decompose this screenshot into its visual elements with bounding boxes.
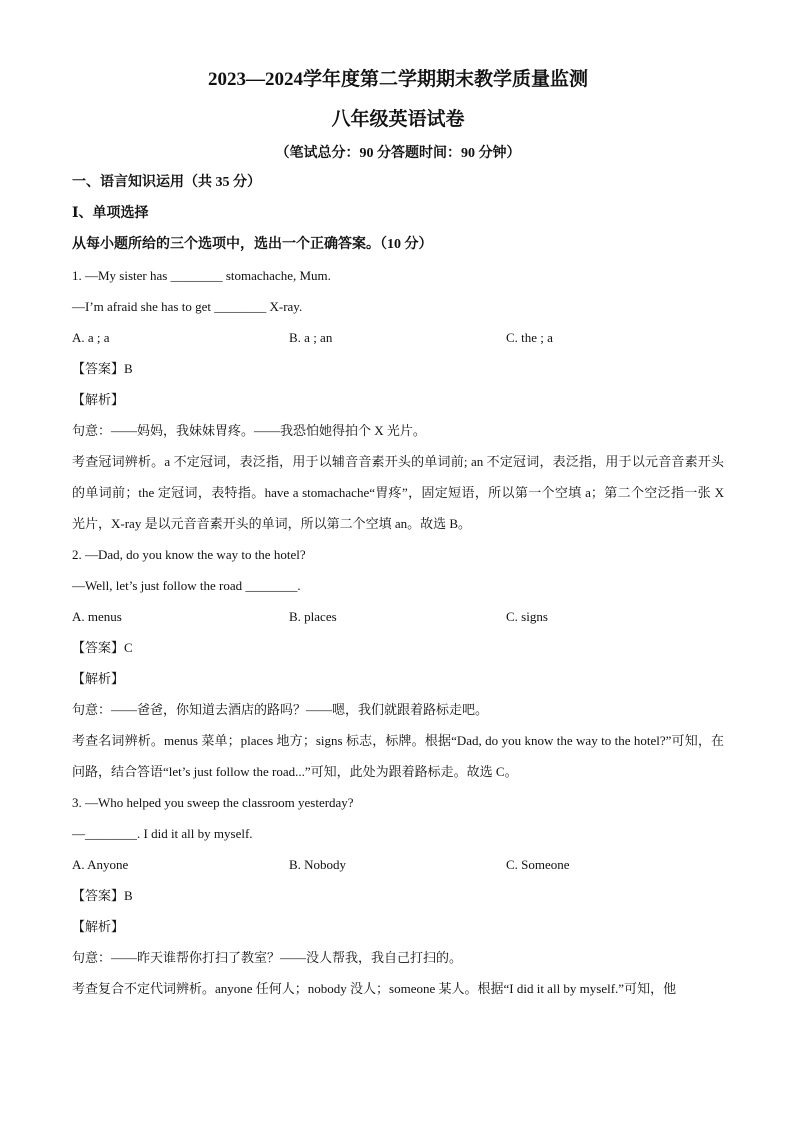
option-b: B. Nobody <box>289 857 347 872</box>
options-row <box>72 849 724 880</box>
question-line: 1. —My sister has ________ stomachache, Mum. <box>72 268 331 283</box>
exam-subtitle: 八年级英语试卷 <box>331 109 465 130</box>
question-3 <box>72 787 724 1004</box>
analysis-label: 【解析】 <box>72 392 125 407</box>
option-b: B. places <box>289 609 337 624</box>
question-2 <box>72 539 724 787</box>
option-a: A. a ; a <box>72 330 110 345</box>
question-line: —I’m afraid she has to get ________ X-ray. <box>72 299 303 314</box>
question-1 <box>72 260 724 539</box>
option-a: A. menus <box>72 609 122 624</box>
option-a: A. Anyone <box>72 857 129 872</box>
exam-note: （笔试总分：90 分答题时间：90 分钟） <box>275 146 521 161</box>
question-line: 2. —Dad, do you know the way to the hotel? <box>72 547 306 562</box>
sentence-meaning: 句意：——爸爸，你知道去酒店的路吗？——嗯，我们就跟着路标走吧。 <box>72 702 489 717</box>
options-row <box>72 601 724 632</box>
answer: 【答案】C <box>72 640 133 655</box>
explanation: 考查名词辨析。menus 菜单；places 地方；signs 标志，标牌。根据“Dad, do you know the way to the hotel?”可知，在问路，结合答语“let’s just follow the road...”可知，此处为跟着路标走。故选 C。 <box>72 733 724 779</box>
question-line: 3. —Who helped you sweep the classroom yesterday? <box>72 795 354 810</box>
options-row <box>72 322 724 353</box>
explanation: 考查复合不定代词辨析。anyone 任何人；nobody 没人；someone 某人。根据“I did it all by myself.”可知，他 <box>72 981 677 996</box>
option-c: C. signs <box>506 609 548 624</box>
question-line: —________. I did it all by myself. <box>72 826 253 841</box>
option-c: C. the ; a <box>506 330 553 345</box>
answer: 【答案】B <box>72 888 133 903</box>
analysis-label: 【解析】 <box>72 919 125 934</box>
section-heading: 一、语言知识运用（共 35 分） <box>72 175 261 190</box>
explanation: 考查冠词辨析。a 不定冠词，表泛指，用于以辅音音素开头的单词前; an 不定冠词，表泛指，用于以元音音素开头的单词前；the 定冠词，表特指。have a stomachache“胃疼”，固定短语，所以第一个空填 a；第二个空泛指一张 X 光片，X-ray 是以元音音素开头的单词，所以第二个空填 an。故选 B。 <box>72 454 724 531</box>
answer: 【答案】B <box>72 361 133 376</box>
analysis-label: 【解析】 <box>72 671 125 686</box>
instruction: 从每小题所给的三个选项中，选出一个正确答案。（10 分） <box>72 237 433 252</box>
question-line: —Well, let’s just follow the road ________. <box>72 578 301 593</box>
part-heading: Ⅰ、单项选择 <box>72 206 149 221</box>
sentence-meaning: 句意：——妈妈，我妹妹胃疼。——我恐怕她得拍个 X 光片。 <box>72 423 426 438</box>
option-c: C. Someone <box>506 857 570 872</box>
option-b: B. a ; an <box>289 330 333 345</box>
exam-title: 2023—2024学年度第二学期期末教学质量监测 <box>207 69 588 90</box>
sentence-meaning: 句意：——昨天谁帮你打扫了教室？——没人帮我，我自己打扫的。 <box>72 950 463 965</box>
exam-page <box>72 66 724 1004</box>
